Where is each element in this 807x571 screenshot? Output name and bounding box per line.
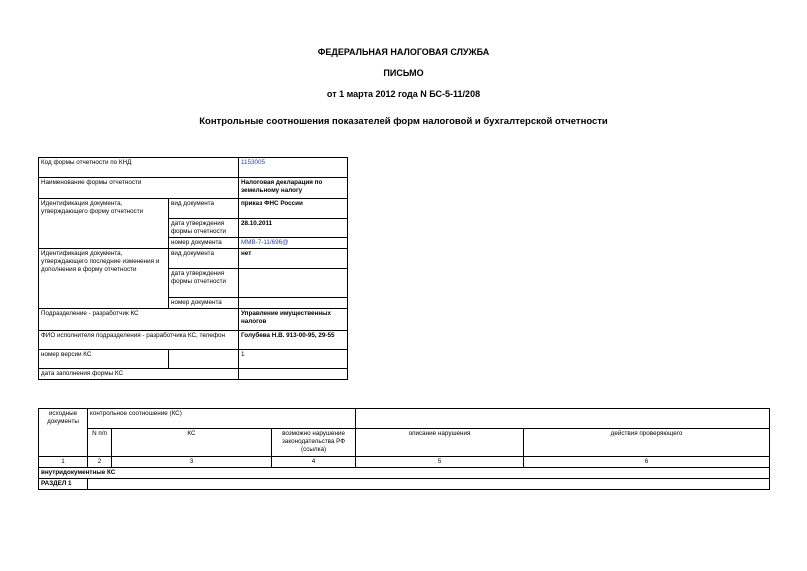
num-cell-3: 3	[112, 457, 272, 468]
form-name-value: Налоговая декларация по земельному налогу	[239, 178, 348, 199]
approval-number-value: ММВ-7-11/696@	[239, 238, 348, 249]
dept-value: Управление имущественных налогов	[239, 309, 348, 331]
approval-date-value: 28.10.2011	[239, 219, 348, 238]
dept-label: Подразделение - разработчик КС	[39, 309, 239, 331]
changes-date-label: дата утверждения формы отчетности	[169, 269, 239, 298]
col-violation-law: возможно нарушение законодательства РФ (ссылка)	[272, 429, 356, 457]
col-violation-desc: описание нарушения	[356, 429, 524, 457]
num-cell-5: 5	[356, 457, 524, 468]
col-source-docs: исходные документы	[39, 409, 88, 457]
approval-date-label: дата утверждения формы отчетности	[169, 219, 239, 238]
approval-number-label: номер документа	[169, 238, 239, 249]
changes-date-value	[239, 269, 348, 298]
changes-doc-label: Идентификация документа, утверждающего последние изменения и дополнения в форму отчетности	[39, 249, 169, 309]
doc-type-title: ПИСЬМО	[383, 68, 424, 78]
num-cell-2: 2	[88, 457, 112, 468]
num-cell-6: 6	[524, 457, 770, 468]
executor-label: ФИО исполнителя подразделения - разработчика КС, телефон	[39, 331, 239, 350]
form-info-table	[38, 157, 348, 380]
executor-value: Голубева Н.В. 913-00-95, 29-55	[239, 331, 348, 350]
section-intradoc: внутридокументные КС	[39, 468, 770, 479]
num-cell-1: 1	[39, 457, 88, 468]
section-1: РАЗДЕЛ 1	[39, 479, 88, 490]
col-num: N п/п	[88, 429, 112, 457]
approval-doc-label: Идентификация документа, утверждающего форму отчетности	[39, 199, 169, 249]
form-name-label: Наименование формы отчетности	[39, 178, 239, 199]
col-ks-group: контрольное соотношение (КС)	[88, 409, 356, 429]
fill-date-label: дата заполнения формы КС	[39, 369, 239, 380]
changes-kind-value: нет	[239, 249, 348, 269]
version-empty	[169, 350, 239, 369]
version-label: номер версии КС	[39, 350, 169, 369]
section-1-empty	[88, 479, 770, 490]
fill-date-value	[239, 369, 348, 380]
approval-doc-kind-label: вид документа	[169, 199, 239, 219]
col-inspector-actions: действия проверяющего	[524, 429, 770, 457]
col-empty-top	[356, 409, 770, 429]
changes-number-value	[239, 298, 348, 309]
approval-doc-kind-value: приказ ФНС России	[239, 199, 348, 219]
changes-number-label: номер документа	[169, 298, 239, 309]
ks-table	[38, 408, 770, 490]
col-ks: КС	[112, 429, 272, 457]
agency-title: ФЕДЕРАЛЬНАЯ НАЛОГОВАЯ СЛУЖБА	[317, 47, 490, 57]
changes-kind-label: вид документа	[169, 249, 239, 269]
num-cell-4: 4	[272, 457, 356, 468]
knd-label: Код формы отчетности по КНД	[39, 158, 239, 178]
knd-value: 1153005	[239, 158, 348, 178]
version-value: 1	[239, 350, 348, 369]
doc-date-number: от 1 марта 2012 года N БС-5-11/208	[326, 89, 481, 99]
doc-subject: Контрольные соотношения показателей форм налоговой и бухгалтерской отчетности	[199, 116, 608, 127]
